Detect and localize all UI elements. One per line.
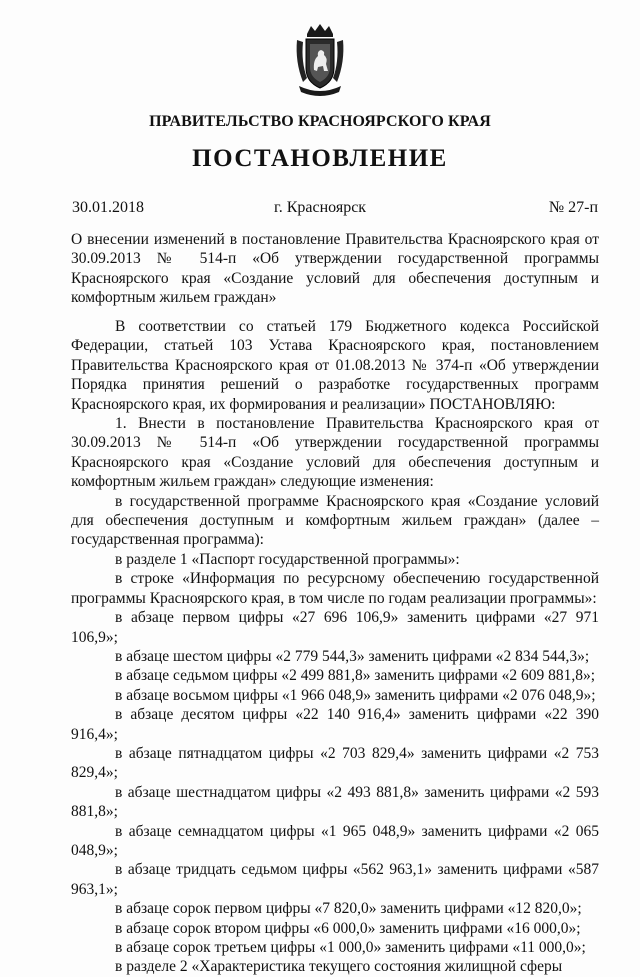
document-date: 30.01.2018 [72, 199, 144, 216]
paragraph: в абзаце пятнадцатом цифры «2 703 829,4» заменить цифрами «2 753 829,4»; [71, 744, 599, 782]
paragraph: в абзаце седьмом цифры «2 499 881,8» заменить цифрами «2 609 881,8»; [115, 667, 596, 685]
organization-name: ПРАВИТЕЛЬСТВО КРАСНОЯРСКОГО КРАЯ [149, 113, 491, 130]
document-body [71, 317, 599, 977]
document-type: ПОСТАНОВЛЕНИЕ [192, 145, 448, 172]
paragraph: в абзаце сорок первом цифры «7 820,0» заменить цифрами «12 820,0»; [115, 900, 582, 918]
paragraph: в строке «Информация по ресурсному обеспечению государственной программы Красноярского края, в том числе по годам реализации программы»: [71, 570, 599, 607]
paragraph: в абзаце сорок втором цифры «6 000,0» заменить цифрами «16 000,0»; [115, 919, 581, 937]
document-number: № 27-п [548, 199, 598, 216]
paragraph: В соответствии со статьей 179 Бюджетного кодекса Российской Федерации, статьей 103 Устава Красноярского края, постановлением Правительства Красноярского края от 01.08.2013 № 374-п «Об утверждении Порядка принятия решений о разработке государственных программ Красноярского края, их формирования и реализации» ПОСТАНОВЛЯЮ: [71, 318, 599, 413]
paragraph: в абзаце сорок третьем цифры «1 000,0» заменить цифрами «11 000,0»; [115, 939, 586, 956]
paragraph: в абзаце семнадцатом цифры «1 965 048,9» заменить цифрами «2 065 048,9»; [71, 822, 599, 859]
paragraph: 1. Внести в постановление Правительства Красноярского края от 30.09.2013 № 514-п «Об утверждении государственной программы Красноярского края «Создание условий для обеспечения доступным и комфортным жильем граждан» следующие изменения: [71, 415, 599, 491]
document-title: О внесении изменений в постановление Правительства Красноярского края от 30.09.2013 № 514-п «Об утверждении государственной программы Красноярского края «Создание условий для обеспечения доступным и комфортным жильем граждан» [71, 231, 599, 307]
paragraph: в государственной программе Красноярского края «Создание условий для обеспечения доступным и комфортным жильем граждан» (далее – государственная программа): [71, 492, 599, 549]
paragraph: в абзаце первом цифры «27 696 106,9» заменить цифрами «27 971 106,9»; [71, 609, 599, 646]
paragraph: в абзаце десятом цифры «22 140 916,4» заменить цифрами «22 390 916,4»; [71, 706, 599, 743]
paragraph: в абзаце восьмом цифры «1 966 048,9» заменить цифрами «2 076 048,9»; [115, 686, 596, 704]
paragraph: в абзаце шестнадцатом цифры «2 493 881,8» заменить цифрами «2 593 881,8»; [71, 783, 599, 821]
coat-of-arms-icon [293, 22, 347, 98]
paragraph: в абзаце тридцать седьмом цифры «562 963,1» заменить цифрами «587 963,1»; [71, 861, 599, 898]
paragraph: в разделе 1 «Паспорт государственной программы»: [115, 550, 460, 568]
document-city: г. Красноярск [273, 199, 367, 216]
paragraph: в абзаце шестом цифры «2 779 544,3» заменить цифрами «2 834 544,3»; [115, 647, 590, 665]
paragraph: в разделе 2 «Характеристика текущего состояния жилищной сферы [115, 958, 563, 976]
